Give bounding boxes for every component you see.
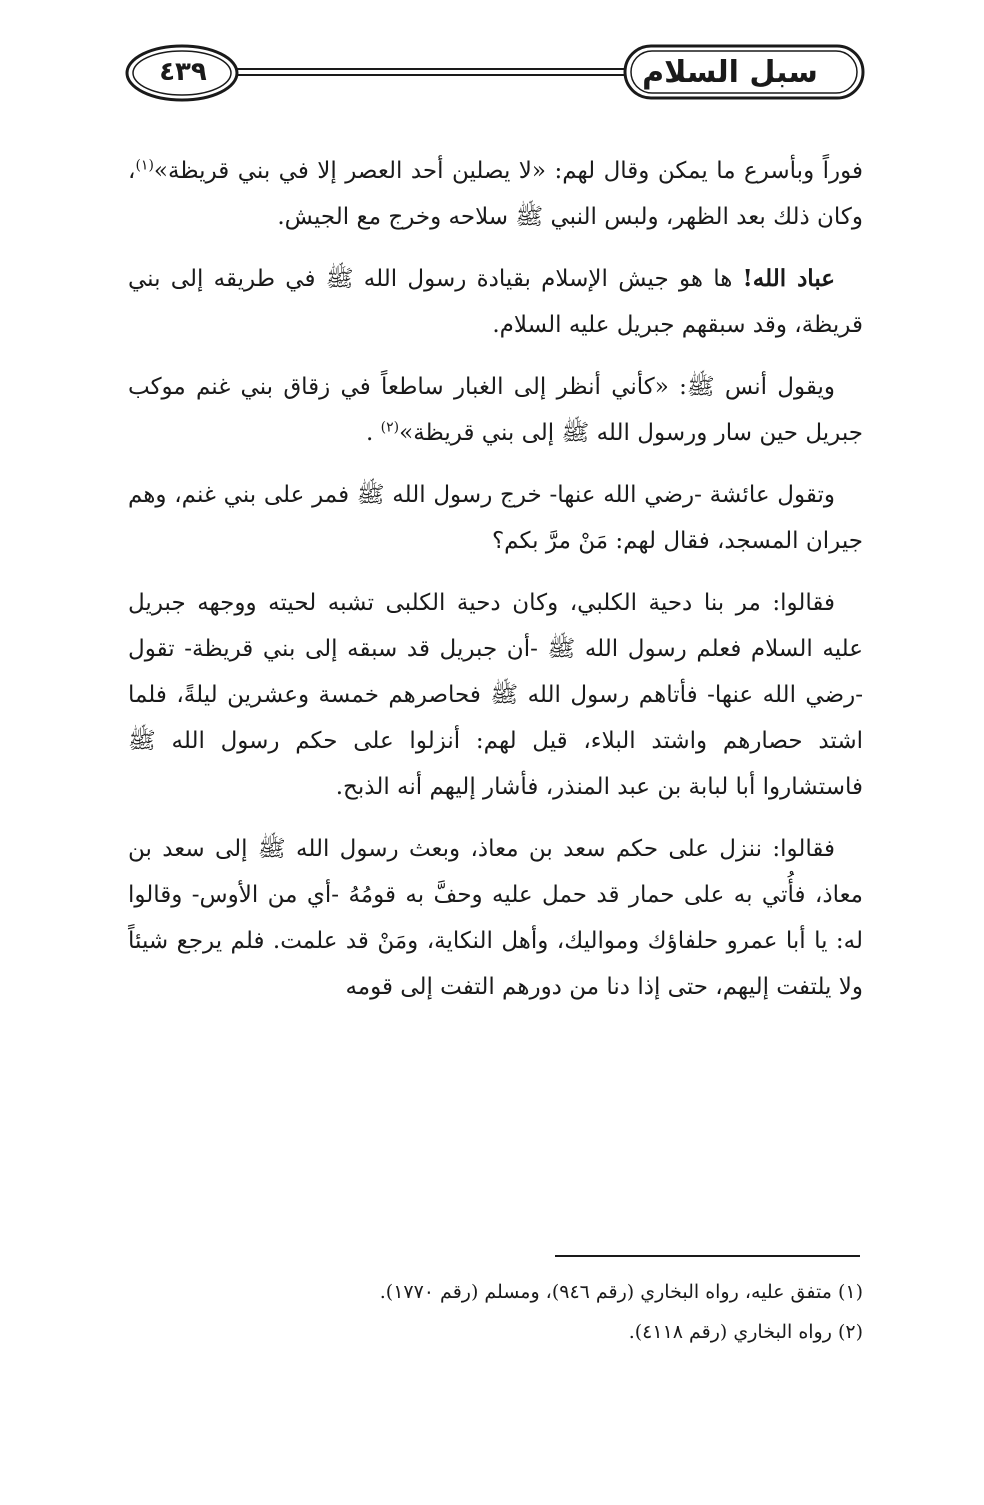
- page-body: [128, 148, 863, 1026]
- paragraph-text: ها هو جيش الإسلام بقيادة رسول الله ﷺ في طريقه إلى بني قريظة، وقد سبقهم جبريل عليه السلام.: [128, 266, 863, 338]
- footnote-1: (١) متفق عليه، رواه البخاري (رقم ٩٤٦)، ومسلم (رقم ١٧٧٠).: [379, 1281, 863, 1303]
- paragraph-text: فوراً وبأسرع ما يمكن وقال لهم: «لا يصلين أحد العصر إلا في بني قريظة»: [153, 158, 863, 184]
- paragraph-1: [128, 148, 863, 240]
- paragraph-text: فقالوا: مر بنا دحية الكلبي، وكان دحية الكلبى تشبه لحيته ووجهه جبريل عليه السلام فعلم رسول الله ﷺ -أن جبريل قد سبقه إلى بني قريظة- تقول -رضي الله عنها- فأتاهم رسول الله ﷺ فحاصرهم خمسة وعشرين ليلةً، فلما اشتد حصارهم واشتد البلاء، قيل لهم: أنزلوا على حكم رسول الله ﷺ فاستشاروا أبا لبابة بن عبد المنذر، فأشار إليهم أنه الذبح.: [128, 590, 863, 800]
- footnote-mark-1: (١): [135, 157, 154, 174]
- footnote-divider: [555, 1255, 860, 1257]
- paragraph-text-continued: .: [366, 420, 381, 446]
- footnote-mark-2: (٢): [380, 419, 400, 436]
- paragraph-2: [128, 256, 863, 348]
- page-number: ٤٣٩: [159, 57, 207, 87]
- paragraph-text-continued: ، وكان ذلك بعد الظهر، ولبس النبي ﷺ سلاحه وخرج مع الجيش.: [128, 158, 863, 230]
- footnote-2: (٢) رواه البخاري (رقم ٤١١٨).: [628, 1321, 863, 1343]
- paragraph-6: [128, 826, 863, 1010]
- paragraph-4: [128, 472, 863, 564]
- paragraph-3: [128, 364, 863, 456]
- paragraph-text: فقالوا: ننزل على حكم سعد بن معاذ، وبعث رسول الله ﷺ إلى سعد بن معاذ، فأُتي به على حمار قد حمل عليه وحفَّ به قومُهُ -أي من الأوس- وقالوا له: يا أبا عمرو حلفاؤك ومواليك، وأهل النكاية، ومَنْ قد علمت. فلم يرجع شيئاً ولا يلتفت إليهم، حتى إذا دنا من دورهم التفت إلى قومه: [128, 836, 863, 1000]
- paragraph-text: وتقول عائشة -رضي الله عنها- خرج رسول الله ﷺ فمر على بني غنم، وهم جيران المسجد، فقال لهم: مَنْ مرَّ بكم؟: [128, 482, 863, 554]
- paragraph-5: [128, 580, 863, 810]
- footnotes: [128, 1272, 863, 1352]
- paragraph-lead: عباد الله!: [742, 265, 835, 292]
- paragraph-text: ويقول أنس ﷺ: «كأني أنظر إلى الغبار ساطعاً في زقاق بني غنم موكب جبريل حين سار ورسول الله ﷺ إلى بني قريظة»: [128, 374, 863, 446]
- page-header: [120, 40, 870, 130]
- book-title: سبل السلام: [642, 55, 818, 90]
